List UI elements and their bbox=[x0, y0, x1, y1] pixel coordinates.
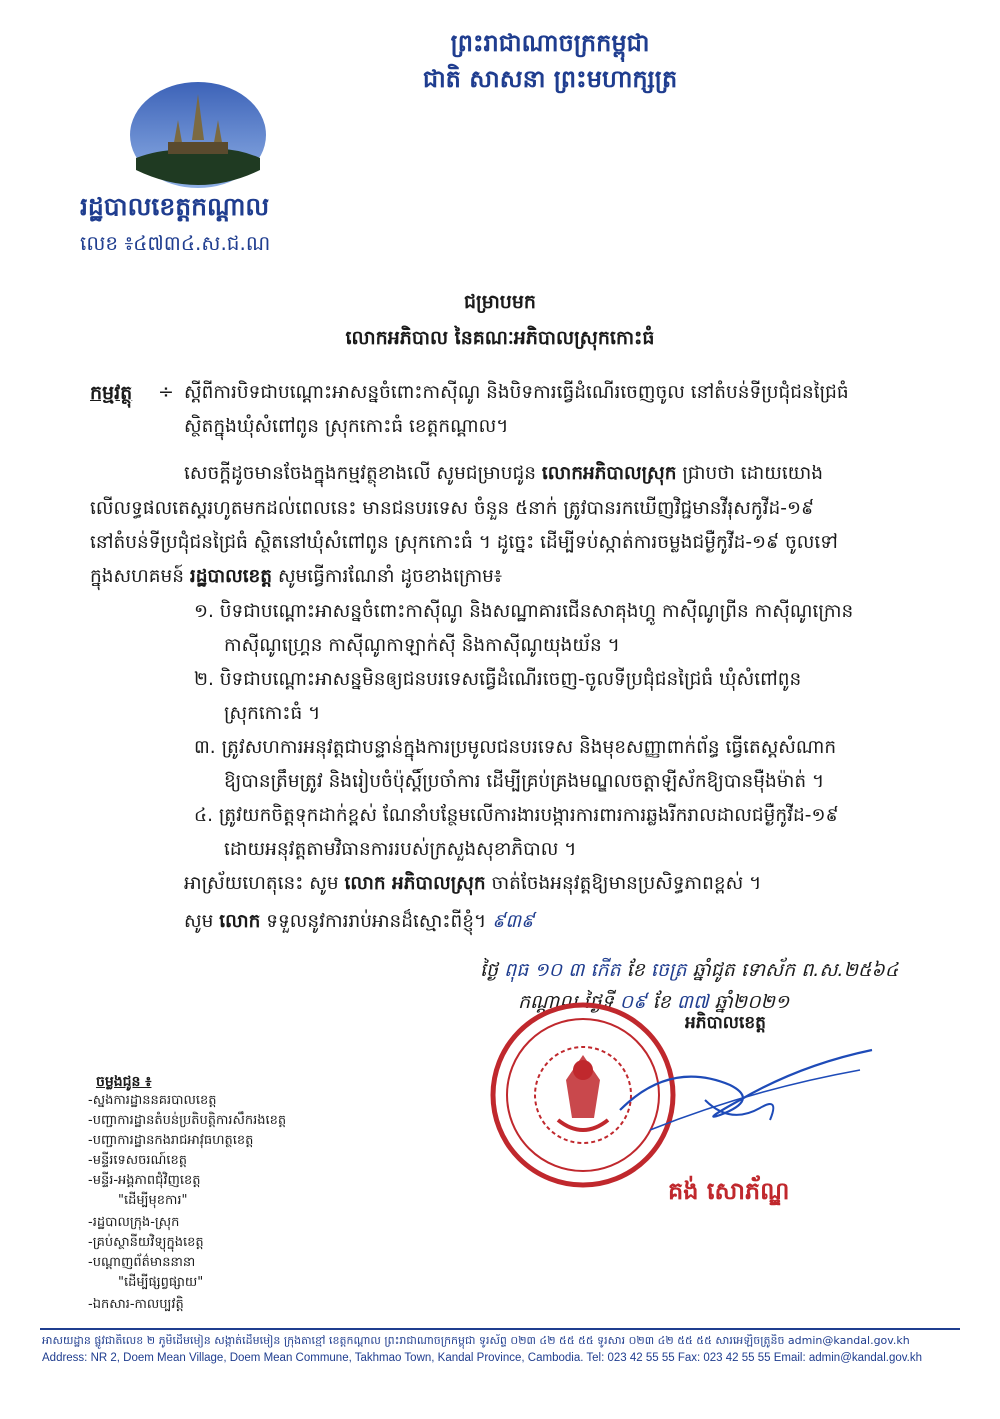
copy-item: -ឯកសារ-កាលប្បវត្តិ bbox=[88, 1297, 184, 1312]
item-1-line-1: ១. បិទជាបណ្តោះអាសន្នចំពោះកាស៊ីណូ និងសណ្ឋាគារជើនសាគុងហ្គូ កាស៊ីណូព្រីន កាស៊ីណូក្រោន bbox=[194, 601, 854, 622]
copy-item: -មន្ទីរទេសចរណ៍ខេត្ត bbox=[88, 1153, 187, 1168]
recipient-title: លោកអភិបាល នៃគណៈអភិបាលស្រុកកោះធំ bbox=[345, 327, 655, 349]
closing-2-c: ទទួលនូវការរាប់អានដ៏ស្មោះពីខ្ញុំ។ bbox=[266, 911, 487, 932]
closing-1-b: លោក អភិបាលស្រុក bbox=[344, 873, 486, 894]
greeting-intro: ជម្រាបមក bbox=[464, 291, 536, 313]
copy-purpose-note: "ដើម្បីមុខការ" bbox=[118, 1193, 188, 1208]
lunar-day-handwritten: ពុធ ១០ ៣ កើត bbox=[504, 959, 621, 981]
subject-line-2: ស្ថិតក្នុងឃុំសំពៅពូន ស្រុកកោះធំ ខេត្តកណ្តាល។ bbox=[184, 416, 509, 437]
gregorian-month-handwritten: ៣៧ bbox=[676, 991, 709, 1013]
paragraph-1-recipient: លោកអភិបាលស្រុក bbox=[541, 463, 677, 484]
closing-line-1 bbox=[184, 872, 761, 899]
gregorian-month-label: ខែ bbox=[652, 991, 671, 1013]
signer-name: គង់ សោភ័ណ្ឌ bbox=[668, 1177, 790, 1205]
kingdom-title: ព្រះរាជាណាចក្រកម្ពុជា bbox=[450, 29, 650, 57]
national-motto: ជាតិ សាសនា ព្រះមហាក្សត្រ bbox=[422, 65, 678, 93]
copy-item: -គ្រប់ស្ថានីយវិទ្យុក្នុងខេត្ត bbox=[88, 1235, 204, 1250]
copy-item: -បណ្តាញព័ត៌មាននានា bbox=[88, 1255, 196, 1270]
paragraph-1-line-1 bbox=[184, 462, 823, 489]
handwritten-signature bbox=[610, 1030, 880, 1140]
reference-number: លេខ ៖៤៧៣៤.ស.ជ.ណ bbox=[80, 231, 271, 255]
copy-item: -បញ្ជាការដ្ឋានតំបន់ប្រតិបត្តិការសឹករងខេត្ត bbox=[88, 1113, 287, 1128]
paragraph-1-line-3: នៅតំបន់ទីប្រជុំជនជ្រៃធំ ស្ថិតនៅឃុំសំពៅពូន ស្រុកកោះធំ ។ ដូច្នេះ ដើម្បីទប់ស្កាត់ការចម្លងជម្ងឺកូវីដ-១៩ ចូលទៅ bbox=[90, 532, 838, 553]
subject-separator: ÷ bbox=[158, 381, 174, 403]
lunar-day-label: ថ្ងៃ bbox=[480, 959, 499, 981]
footer-address-khmer: អាសយដ្ឋាន ផ្លូវជាតិលេខ ២ ភូមិដើមមៀន សង្កាត់ដើមមៀន ក្រុងតាខ្មៅ ខេត្តកណ្តាល ព្រះរាជាណាចក្រកម្ពុជា ទូរស័ព្ទ ០២៣ ៤២ ៥៥ ៥៥ ទូរសារ ០២៣ ៤២ ៥៥ ៥៥ សារអេឡិចត្រូនិច admin@kandal.gov.kh bbox=[42, 1334, 910, 1347]
item-4-line-2: ដោយអនុវត្តតាមវិធានការរបស់ក្រសួងសុខាភិបាល ។ bbox=[224, 839, 577, 860]
closing-2-handwritten-number: ៩៣៩ bbox=[492, 911, 535, 932]
copies-title: ចម្លងជូន ៖ bbox=[96, 1074, 152, 1090]
gregorian-place-day-label: កណ្តាល ថ្ងៃទី bbox=[518, 991, 614, 1013]
signer-title: អភិបាលខេត្ត bbox=[685, 1013, 766, 1033]
item-3-line-1: ៣. ត្រូវសហការអនុវត្តជាបន្ទាន់ក្នុងការប្រមូលជនបរទេស និងមុខសញ្ញាពាក់ព័ន្ធ ធ្វើតេស្តសំណាក bbox=[194, 737, 837, 758]
copy-item: -បញ្ជាការដ្ឋានកងរាជអាវុធហត្ថខេត្ត bbox=[88, 1133, 254, 1148]
gregorian-day-handwritten: ០៩ bbox=[619, 991, 647, 1013]
paragraph-1-text-c: ជ្រាបថា ដោយយោង bbox=[682, 463, 823, 484]
item-2-line-2: ស្រុកកោះធំ ។ bbox=[224, 703, 321, 724]
item-2-line-1: ២. បិទជាបណ្តោះអាសន្នមិនឲ្យជនបរទេសធ្វើដំណើរចេញ-ចូលទីប្រជុំជនជ្រៃធំ ឃុំសំពៅពូន bbox=[194, 669, 802, 690]
issuing-authority: រដ្ឋបាលខេត្តកណ្តាល bbox=[80, 192, 270, 221]
paragraph-1-line-2: លើលទ្ធផលតេស្តរហូតមកដល់ពេលនេះ មានជនបរទេស ចំនួន ៥នាក់ ត្រូវបានរកឃើញវិជ្ជមានវីរុសកូវីដ-១៩ bbox=[90, 498, 815, 519]
kandal-province-logo bbox=[128, 80, 268, 190]
item-4-line-1: ៤. ត្រូវយកចិត្តទុកដាក់ខ្ពស់ ណែនាំបន្ថែមលើការងារបង្ការការពារការឆ្លងរីករាលដាលជម្ងឺកូវីដ-១៩ bbox=[194, 805, 839, 826]
gregorian-year: ឆ្នាំ២០២១ bbox=[714, 991, 790, 1013]
subject-label: កម្មវត្ថុ bbox=[90, 382, 133, 404]
item-1-line-2: កាស៊ីណូហ្គ្រេន កាស៊ីណូកាឡាក់ស៊ី និងកាស៊ីណូយុងយ័ន ។ bbox=[224, 635, 620, 656]
closing-1-c: ចាត់ចែងអនុវត្តឱ្យមានប្រសិទ្ធភាពខ្ពស់ ។ bbox=[491, 873, 762, 894]
paragraph-1-line-4-c: សូមធ្វើការណែនាំ ដូចខាងក្រោម៖ bbox=[277, 566, 503, 587]
copy-item: -មន្ទីរ-អង្គភាពជុំវិញខេត្ត bbox=[88, 1173, 201, 1188]
lunar-year: ឆ្នាំជូត ទោស័ក ព.ស.២៥៦៤ bbox=[692, 959, 899, 981]
copy-item: -រដ្ឋបាលក្រុង-ស្រុក bbox=[88, 1215, 180, 1230]
closing-2-b: លោក bbox=[219, 911, 261, 932]
closing-2-a: សូម bbox=[184, 911, 214, 932]
closing-line-2 bbox=[184, 910, 534, 937]
lunar-month-handwritten: ចេត្រ bbox=[650, 959, 687, 981]
subject-line-1: ស្តីពីការបិទជាបណ្តោះអាសន្នចំពោះកាស៊ីណូ និងបិទការធ្វើដំណើរចេញចូល នៅតំបន់ទីប្រជុំជនជ្រៃធំ bbox=[184, 382, 849, 403]
paragraph-1-line-4-b: រដ្ឋបាលខេត្ត bbox=[189, 566, 273, 587]
copy-item: -ស្នងការដ្ឋាននគរបាលខេត្ត bbox=[88, 1093, 217, 1108]
copy-purpose-note: "ដើម្បីផ្សព្វផ្សាយ" bbox=[118, 1275, 204, 1290]
footer-address-english: Address: NR 2, Doem Mean Village, Doem Mean Commune, Takhmao Town, Kandal Province, Cambodia. Tel: 023 42 55 55 Fax: 023 42 55 55 Email: admin@kandal.gov.kh bbox=[42, 1352, 922, 1364]
footer-divider bbox=[40, 1328, 960, 1330]
paragraph-1-line-4 bbox=[90, 565, 502, 592]
item-3-line-2: ឱ្យបានត្រឹមត្រូវ និងរៀបចំប៉ុស្តិ៍ប្រចាំការ ដើម្បីគ្រប់គ្រងមណ្ឌលចត្តាឡីស័កឱ្យបានម៉ឺងម៉ាត់ ។ bbox=[224, 771, 825, 792]
closing-1-a: អាស្រ័យហេតុនេះ សូម bbox=[184, 873, 339, 894]
lunar-date bbox=[480, 958, 898, 986]
paragraph-1-line-4-a: ក្នុងសហគមន៍ bbox=[90, 566, 184, 587]
paragraph-1-text-a: សេចក្តីដូចមានចែងក្នុងកម្មវត្ថុខាងលើ សូមជម្រាបជូន bbox=[184, 463, 536, 484]
lunar-month-label: ខែ bbox=[626, 959, 645, 981]
